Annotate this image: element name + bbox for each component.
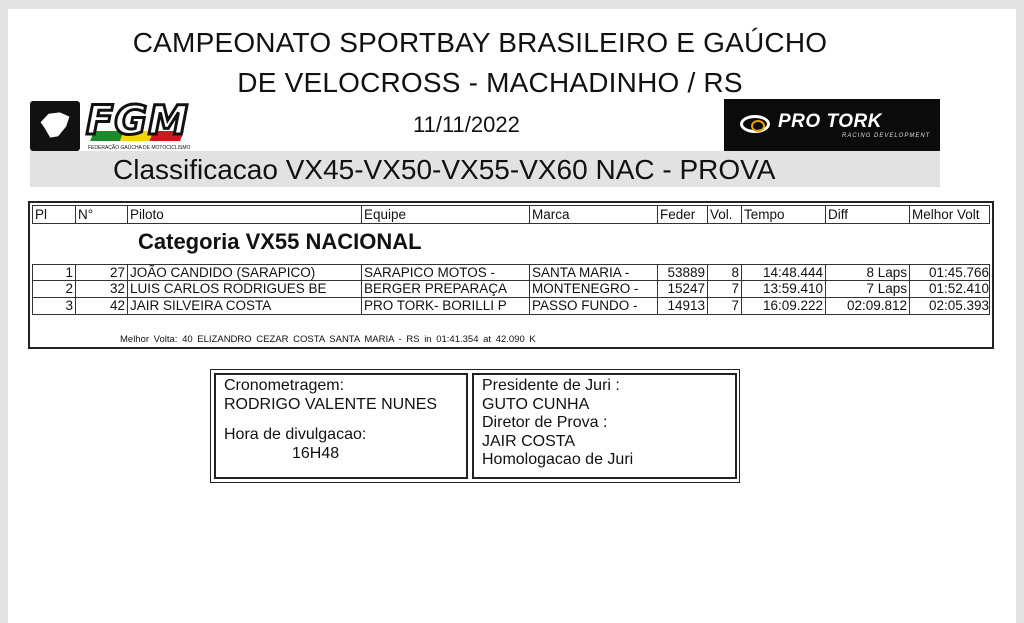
race-director-label: Diretor de Prova : [482, 414, 608, 431]
cell-melhor-volt: 01:52.410 [909, 281, 991, 297]
jury-president-name: GUTO CUNHA [482, 395, 590, 413]
best-lap-note: Melhor Volta: 40 ELIZANDRO CEZAR COSTA SANTA MARIA - RS in 01:41.354 at 42.090 K [120, 334, 536, 345]
release-time: 16H48 [292, 444, 340, 462]
results-sheet [8, 9, 1016, 623]
cell-feder: 53889 [657, 265, 707, 280]
col-header-feder: Feder [657, 206, 707, 223]
col-header-diff: Diff [825, 206, 909, 223]
cell-diff: 8 Laps [825, 265, 909, 280]
fgm-logo-text: FGM [86, 98, 189, 144]
classification-bar [30, 151, 940, 187]
cell-equipe: PRO TORK- BORILLI P [361, 298, 529, 314]
cell-vol: 7 [707, 298, 741, 314]
cell-pl: 3 [65, 298, 73, 313]
cell-piloto: JOÃO CANDIDO (SARAPICO) [127, 265, 361, 280]
cell-number: 32 [75, 281, 127, 297]
title-line-2: DE VELOCROSS - MACHADINHO / RS [237, 67, 743, 98]
pro-tork-logo-tagline: RACING DEVELOPMENT [842, 133, 931, 139]
pro-tork-mark-icon [740, 115, 770, 133]
fgm-logo [30, 98, 226, 157]
fgm-logo-tagline: FEDERAÇÃO GAÚCHA DE MOTOCICLISMO [88, 145, 191, 151]
cell-marca: PASSO FUNDO - [529, 298, 657, 314]
timing-label: Cronometragem: [224, 377, 345, 394]
release-label: Hora de divulgacao: [224, 426, 367, 443]
jury-panel [472, 373, 737, 479]
pro-tork-logo [724, 99, 940, 151]
classification-title: Classificacao VX45-VX50-VX55-VX60 NAC - PROVA [113, 154, 776, 185]
results-table [28, 201, 994, 349]
col-header-pl: Pl [35, 207, 48, 222]
cell-equipe: BERGER PREPARAÇA [361, 281, 529, 297]
cell-tempo: 16:09.222 [741, 298, 825, 314]
title-line-1: CAMPEONATO SPORTBAY BRASILEIRO E GAÚCHO [132, 27, 828, 58]
category-title: Categoria VX55 NACIONAL [138, 229, 422, 254]
col-header-melhor-volt: Melhor Volt [909, 206, 991, 223]
cell-pl: 1 [65, 265, 73, 280]
col-header-equipe: Equipe [361, 206, 529, 223]
event-date: 11/11/2022 [413, 112, 520, 137]
cell-number: 27 [75, 265, 127, 280]
cell-marca: SANTA MARIA - [529, 265, 657, 280]
cell-feder: 14913 [657, 298, 707, 314]
cell-tempo: 13:59.410 [741, 281, 825, 297]
timing-panel [214, 373, 468, 479]
cell-melhor-volt: 01:45.766 [909, 265, 991, 280]
officials-box [210, 369, 740, 483]
timing-name: RODRIGO VALENTE NUNES [224, 395, 438, 413]
cell-feder: 15247 [657, 281, 707, 297]
table-row [32, 298, 990, 315]
col-header-piloto: Piloto [127, 206, 361, 223]
rs-map-shield-icon [30, 101, 80, 151]
col-header-number: N° [75, 206, 127, 223]
jury-president-label: Presidente de Juri : [482, 377, 620, 394]
pro-tork-logo-text: PRO TORK [778, 111, 882, 132]
table-header [32, 205, 990, 224]
cell-diff: 7 Laps [825, 281, 909, 297]
cell-tempo: 14:48.444 [741, 265, 825, 280]
cell-marca: MONTENEGRO - [529, 281, 657, 297]
cell-number: 42 [75, 298, 127, 314]
cell-vol: 8 [707, 265, 741, 280]
race-director-name: JAIR COSTA [482, 432, 576, 450]
cell-equipe: SARAPICO MOTOS - [361, 265, 529, 280]
cell-piloto: LUIS CARLOS RODRIGUES BE [127, 281, 361, 297]
col-header-tempo: Tempo [741, 206, 825, 223]
table-row [32, 264, 990, 281]
cell-vol: 7 [707, 281, 741, 297]
col-header-vol: Vol. [707, 206, 741, 223]
homologation-label: Homologacao de Juri [482, 451, 634, 468]
col-header-marca: Marca [529, 206, 657, 223]
cell-melhor-volt: 02:05.393 [909, 298, 991, 314]
cell-diff: 02:09.812 [825, 298, 909, 314]
cell-pl: 2 [65, 281, 73, 296]
table-row [32, 281, 990, 298]
cell-piloto: JAIR SILVEIRA COSTA [127, 298, 361, 314]
